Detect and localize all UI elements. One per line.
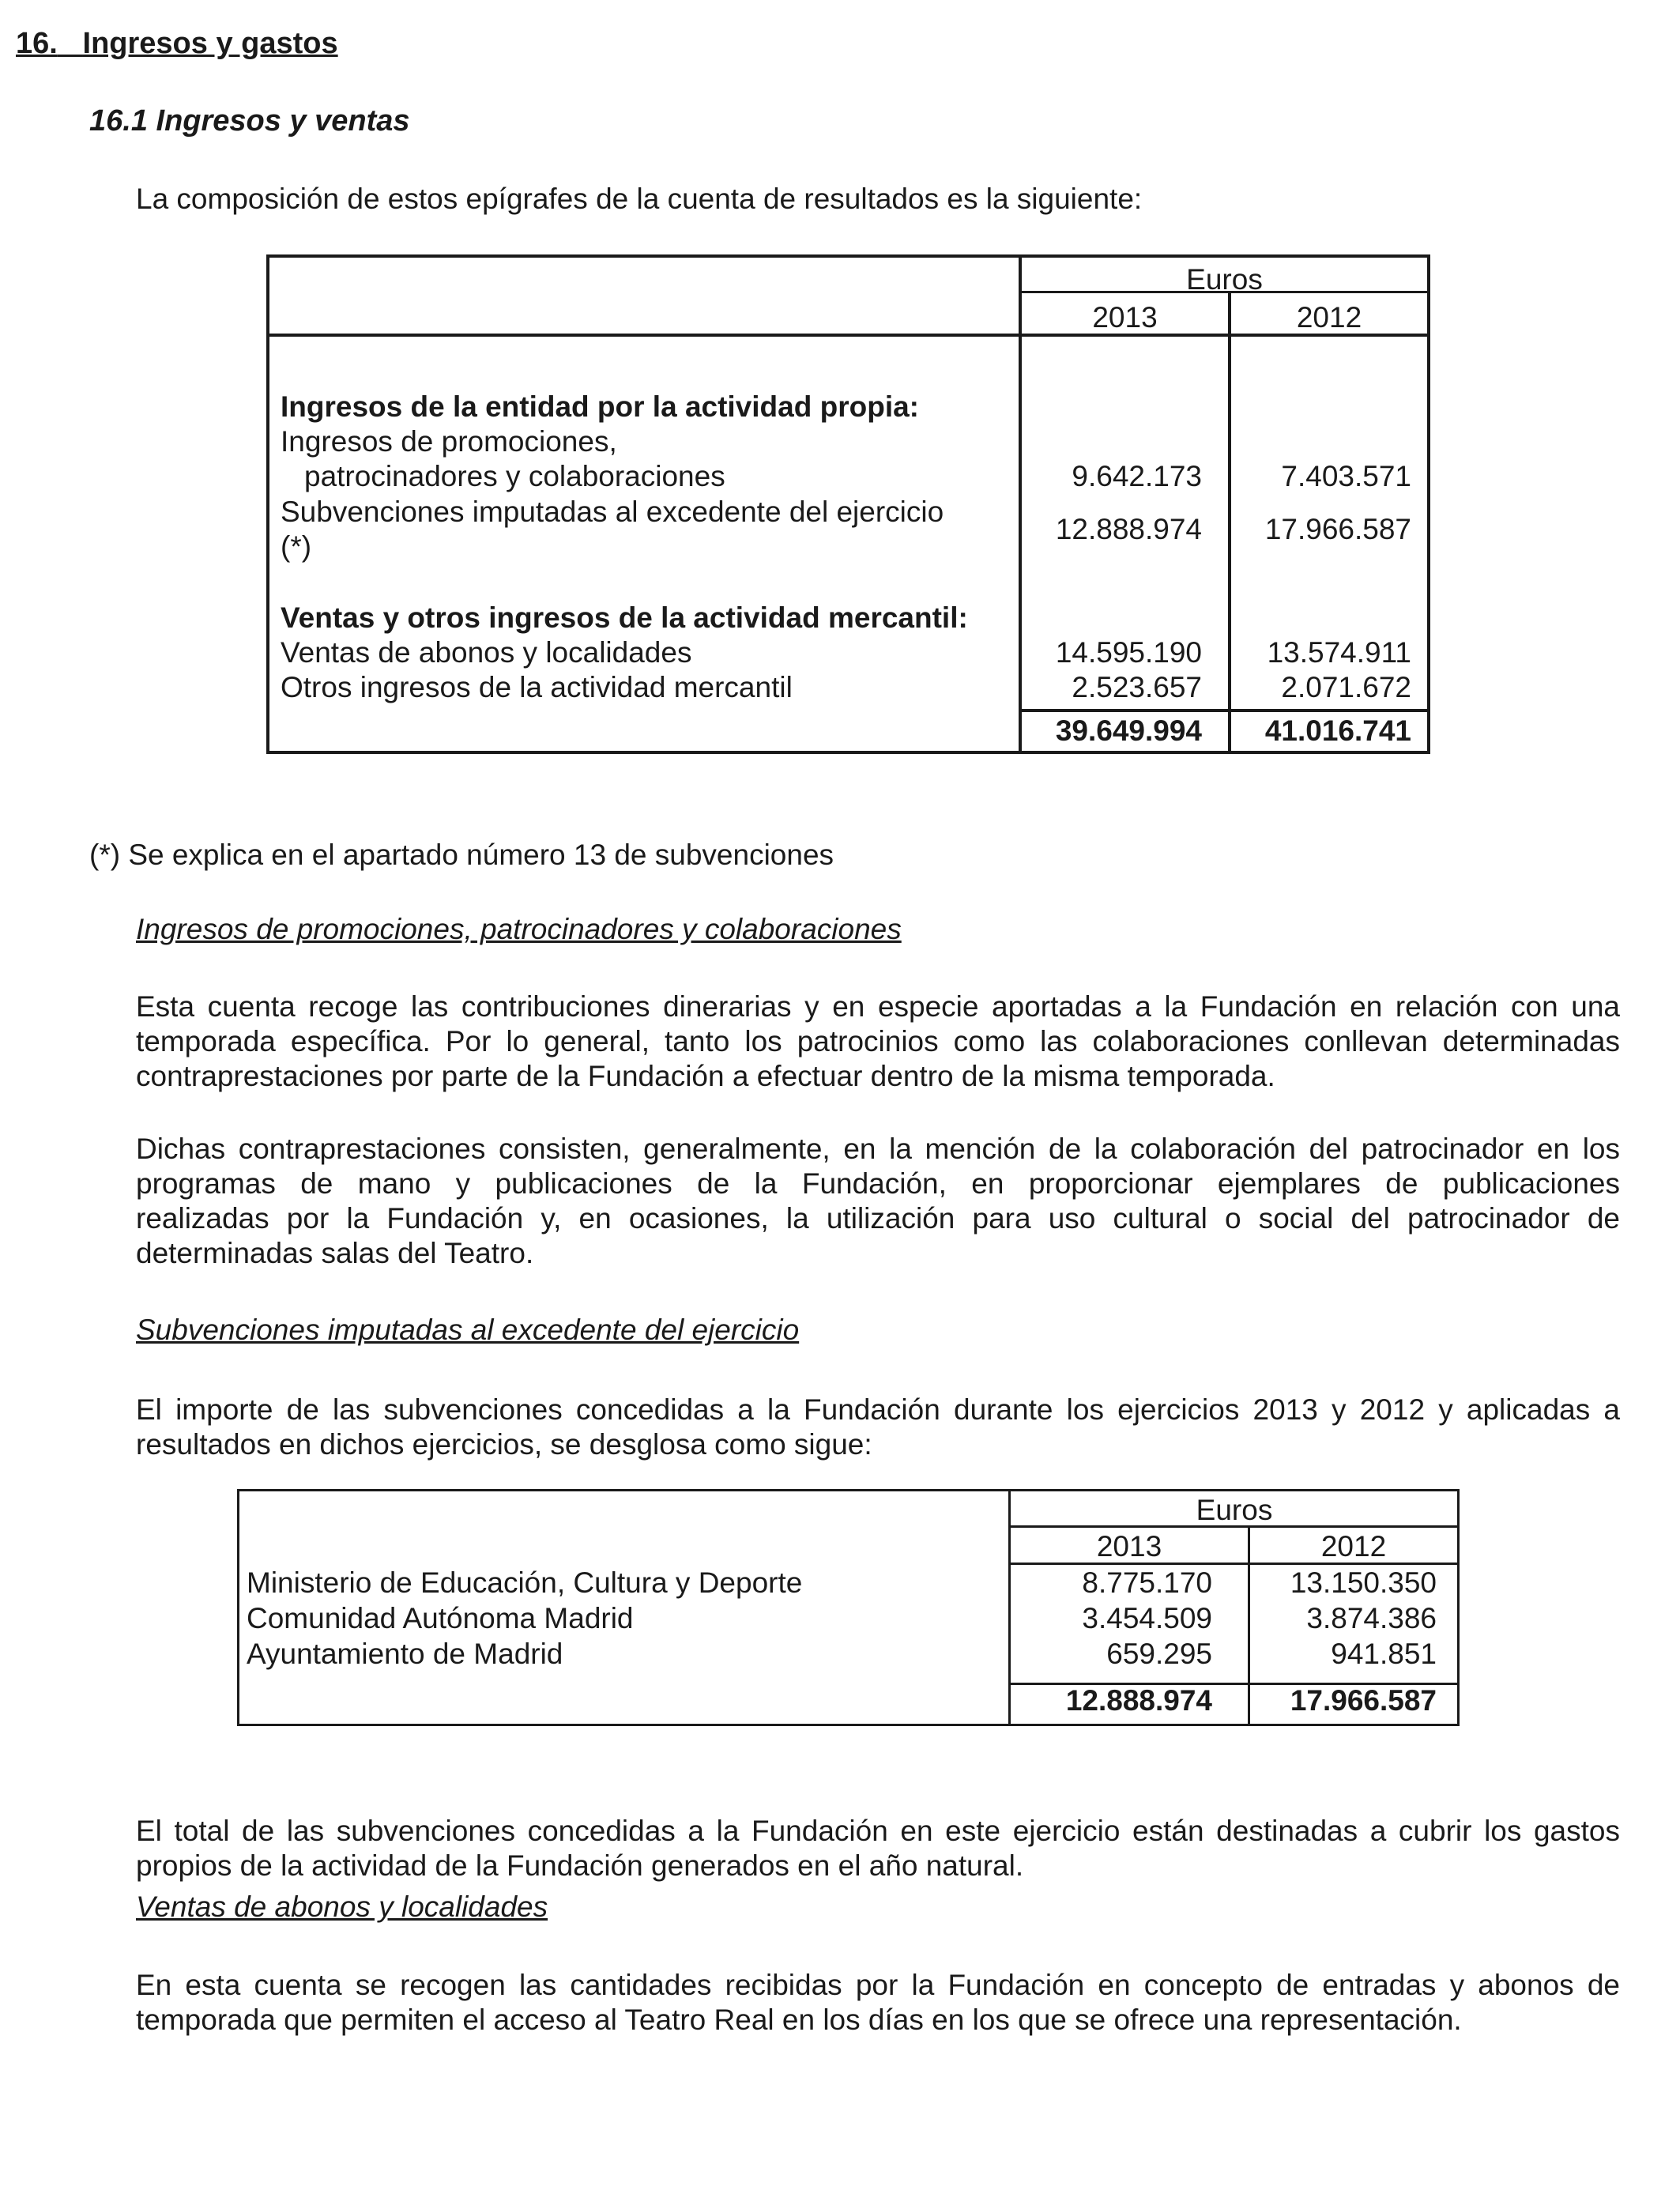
subsidies-table [237, 1489, 1460, 1726]
table2-total-2013: 12.888.974 [1065, 1684, 1212, 1717]
table1-row4-2012: 2.071.672 [1281, 671, 1411, 703]
table2-row1-2012: 13.150.350 [1290, 1566, 1437, 1599]
table2-row3-2013: 659.295 [1106, 1638, 1212, 1670]
table2-year-2013: 2013 [1096, 1530, 1162, 1563]
table1-row4-2013: 2.523.657 [1072, 671, 1202, 703]
table2-row1-label: Ministerio de Educación, Cultura y Deporte [247, 1566, 803, 1599]
table1-row4-label: Otros ingresos de la actividad mercantil [281, 671, 793, 703]
table1-row2-2013: 12.888.974 [1055, 513, 1202, 545]
table1-total-2013: 39.649.994 [1055, 714, 1202, 747]
paragraph-promociones-2: Dichas contraprestaciones consisten, generalmente, en la mención de la colaboración del patrocinador en los programas de mano y publicaciones de la Fundación, en proporcionar ejemplares de publicaciones realizadas por la Fundación y, en ocasiones, la utilización para uso cultural o social del patrocinador de determinadas salas del Teatro. [136, 1133, 1620, 1269]
table1-row1-label-b: patrocinadores y colaboraciones [304, 460, 725, 492]
table2-row2-2012: 3.874.386 [1306, 1602, 1437, 1634]
table1-group1-header: Ingresos de la entidad por la actividad propia: [281, 390, 920, 423]
table2-year-2012: 2012 [1320, 1530, 1387, 1563]
paragraph-subvenciones: El importe de las subvenciones concedidas a la Fundación durante los ejercicios 2013 y 2012 y aplicadas a resultados en dichos ejercicios, se desglosa como sigue: [136, 1393, 1620, 1461]
table1-total-2012: 41.016.741 [1264, 714, 1411, 747]
paragraph-ventas: En esta cuenta se recogen las cantidades recibidas por la Fundación en concepto de entradas y abonos de temporada que permiten el acceso al Teatro Real en los días en los que se ofrece una representación. [136, 1969, 1620, 2036]
table1-year-2012: 2012 [1296, 301, 1362, 334]
table1-row2-label-a: Subvenciones imputadas al excedente del ejercicio [281, 496, 944, 528]
footnote: (*) Se explica en el apartado número 13 de subvenciones [89, 839, 834, 871]
table1-row3-2012: 13.574.911 [1267, 636, 1411, 669]
table1-row3-label: Ventas de abonos y localidades [281, 636, 692, 669]
table2-row3-2012: 941.851 [1331, 1638, 1437, 1670]
table1-row1-label-a: Ingresos de promociones, [281, 425, 617, 458]
section-title: Ingresos y gastos [82, 27, 338, 60]
table2-row2-label: Comunidad Autónoma Madrid [247, 1602, 634, 1634]
table1-group2-header: Ventas y otros ingresos de la actividad mercantil: [281, 601, 968, 634]
table2-row1-2013: 8.775.170 [1082, 1566, 1212, 1599]
subheading-promociones: Ingresos de promociones, patrocinadores y colaboraciones [136, 913, 902, 945]
table1-row1-2013: 9.642.173 [1072, 460, 1202, 492]
table1-row1-2012: 7.403.571 [1281, 460, 1411, 492]
section-number: 16. [16, 27, 58, 60]
table1-row2-2012: 17.966.587 [1264, 513, 1411, 545]
table1-row3-2013: 14.595.190 [1055, 636, 1202, 669]
paragraph-subvenciones-destino: El total de las subvenciones concedidas a la Fundación en este ejercicio están destinadas a cubrir los gastos propios de la actividad de la Fundación generados en el año natural. [136, 1815, 1620, 1882]
subheading-ventas: Ventas de abonos y localidades [136, 1891, 548, 1923]
table2-row2-2013: 3.454.509 [1082, 1602, 1212, 1634]
table2-total-2012: 17.966.587 [1290, 1684, 1437, 1717]
table1-year-2013: 2013 [1092, 301, 1158, 334]
table1-row2-label-b: (*) [281, 530, 312, 563]
subsection-heading: 16.1 Ingresos y ventas [89, 104, 410, 138]
table2-row3-label: Ayuntamiento de Madrid [247, 1638, 563, 1670]
paragraph-promociones-1: Esta cuenta recoge las contribuciones dinerarias y en especie aportadas a la Fundación en relación con una temporada específica. Por lo general, tanto los patrocinios como las colaboraciones conllevan determinadas contraprestaciones por parte de la Fundación a efectuar dentro de la misma temporada. [136, 990, 1620, 1092]
intro-text: La composición de estos epígrafes de la cuenta de resultados es la siguiente: [136, 183, 1143, 215]
section-heading [16, 27, 338, 61]
table2-unit: Euros [1196, 1494, 1273, 1526]
table1-unit: Euros [1186, 263, 1263, 296]
income-table [266, 254, 1430, 754]
subheading-subvenciones: Subvenciones imputadas al excedente del ejercicio [136, 1314, 800, 1346]
